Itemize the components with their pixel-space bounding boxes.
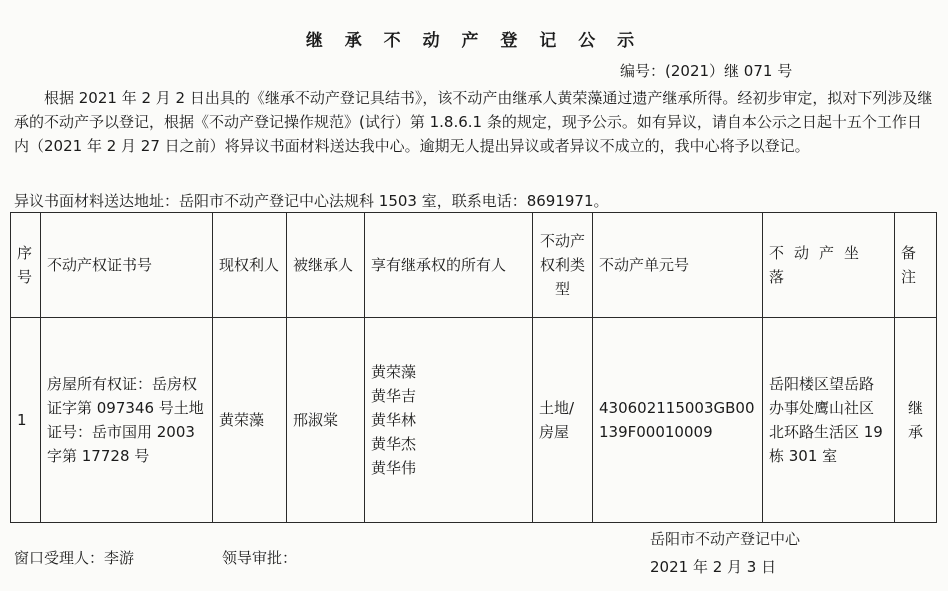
cell-note: 继承 bbox=[895, 318, 937, 523]
header-cert: 不动产权证书号 bbox=[41, 213, 213, 318]
heir-name: 黄华林 bbox=[371, 411, 417, 429]
cell-cert: 房屋所有权证：岳房权证字第 097346 号土地证号：岳市国用 2003 字第 17728 号 bbox=[41, 318, 213, 523]
heir-name: 黄华杰 bbox=[371, 435, 417, 453]
header-heirs: 享有继承权的所有人 bbox=[365, 213, 533, 318]
cell-location: 岳阳楼区望岳路办事处鹰山社区北环路生活区 19 栋 301 室 bbox=[763, 318, 895, 523]
cell-holder: 黄荣藻 bbox=[213, 318, 287, 523]
issue-date: 2021 年 2 月 3 日 bbox=[650, 558, 777, 576]
cell-deceased: 邢淑棠 bbox=[287, 318, 365, 523]
header-deceased: 被继承人 bbox=[287, 213, 365, 318]
cell-heirs bbox=[365, 318, 533, 523]
announcement-paragraph: 根据 2021 年 2 月 2 日出具的《继承不动产登记具结书》，该不动产由继承人黄荣藻通过遗产继承所得。经初步审定，拟对下列涉及继承的不动产予以登记，根据《不动产登记操作规范》(试行）第 1.8.6.1 条的规定，现予公示。如有异议，请自本公示之日起十五个工作日内（2021 年 2 月 27 日之前）将异议书面材料送达我中心。逾期无人提出异议或者异议不成立的，我中心将予以登记。 bbox=[14, 89, 933, 155]
header-location: 不动产坐落 bbox=[763, 213, 895, 318]
header-seq: 序号 bbox=[11, 213, 41, 318]
property-table bbox=[10, 212, 937, 523]
heir-name: 黄华伟 bbox=[371, 459, 417, 477]
cell-right-type: 土地/房屋 bbox=[533, 318, 593, 523]
cell-seq: 1 bbox=[11, 318, 41, 523]
page-title: 继 承 不 动 产 登 记 公 示 bbox=[305, 31, 643, 51]
window-receiver: 窗口受理人：李游 bbox=[14, 549, 135, 567]
heir-name: 黄华吉 bbox=[371, 387, 417, 405]
heir-name: 黄荣藻 bbox=[371, 363, 417, 381]
document-number: 编号：(2021）继 071 号 bbox=[620, 62, 793, 80]
cell-unit-no: 430602115003GB00139F00010009 bbox=[593, 318, 763, 523]
table-row bbox=[11, 318, 937, 523]
header-note: 备注 bbox=[895, 213, 937, 318]
header-unit-no: 不动产单元号 bbox=[593, 213, 763, 318]
header-holder: 现权利人 bbox=[213, 213, 287, 318]
leader-approval: 领导审批： bbox=[222, 549, 298, 567]
issuing-organization: 岳阳市不动产登记中心 bbox=[650, 530, 801, 548]
table-header-row bbox=[11, 213, 937, 318]
objection-address: 异议书面材料送达地址：岳阳市不动产登记中心法规科 1503 室，联系电话：8691971。 bbox=[14, 192, 609, 210]
header-right-type: 不动产权利类型 bbox=[533, 213, 593, 318]
